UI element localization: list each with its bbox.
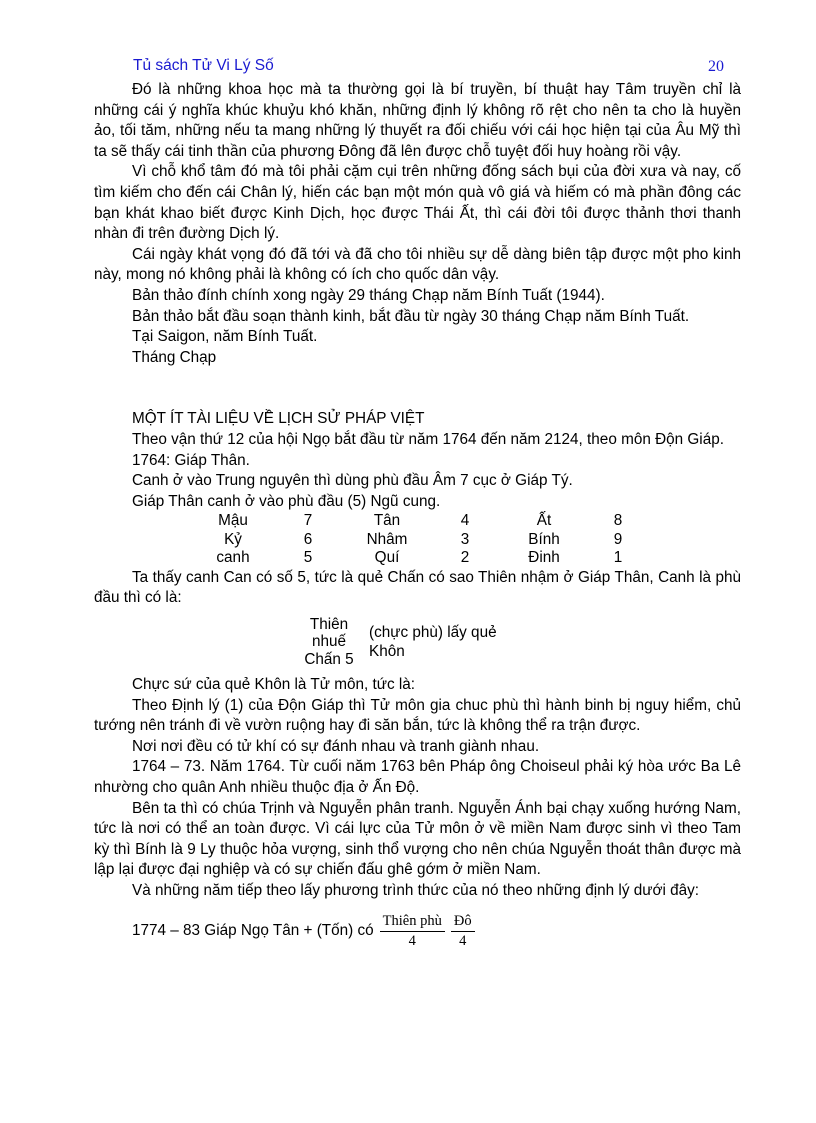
place-line: Tại Saigon, năm Bính Tuất. [132,328,318,346]
document-body [94,80,741,951]
table-cell: Kỷ [224,530,242,548]
paragraph: Giáp Thân canh ở vào phù đầu (5) Ngũ cung. [132,492,441,510]
formula-right [369,623,497,661]
paragraph: Ta thấy canh Can có số 5, tức là quẻ Chấn có sao Thiên nhậm ở Giáp Thân, Canh là phù đầu thì có là: [94,568,741,607]
formula-line: Khôn [369,642,405,660]
equation-line [94,912,741,951]
running-header-title: Tủ sách Tử Vi Lý Số [133,57,274,74]
equation-text: 1774 – 83 Giáp Ngọ Tân + (Tốn) có [132,921,374,939]
formula-line: Thiên [309,615,349,633]
paragraph: Đó là những khoa học mà ta thường gọi là bí truyền, bí thuật hay Tâm truyền chỉ là những cái ý nghĩa khúc khuỷu khó khăn, những định lý không rõ rệt cho nên ta cho là huyền ảo, tối tăm, những nếu ta mang những lý thuyết ra đối chiếu với cái học hiện tại của Âu Mỹ thì ta sẽ thấy cái tinh thần của phương Đông đã lên được chỗ tuyệt đối huy hoàng rồi vậy. [94,81,741,160]
table-cell: 3 [460,530,470,548]
table-cell: Mậu [218,512,248,530]
table-cell: 5 [303,549,313,567]
stem-number-table [189,512,643,568]
formula-line: (chực phù) lấy quẻ [369,623,497,641]
fraction-numerator: Thiên phù [380,912,445,932]
fraction-thien-phu [380,912,445,951]
paragraph: Nơi nơi đều có tử khí có sự đánh nhau và tranh giành nhau. [132,737,540,755]
fraction-denominator: 4 [408,932,416,949]
table-row [189,531,643,550]
paragraph: Bên ta thì có chúa Trịnh và Nguyễn phân tranh. Nguyễn Ánh bại chạy xuống hướng Nam, tức là nơi có thể an toàn được. Vì cái lực của Tử môn ở về miền Nam được sinh vì theo Tam kỳ thì Bính là 9 Ly thuộc hỏa vượng, sinh thổ vượng cho nên chúa Nguyễn thoát thân được mà lập lại được đại nghiệp và có sự chiến đấu ghê gớm ở miền Nam. [94,799,741,879]
table-cell: 7 [303,512,313,530]
formula-line: Chấn 5 [304,650,354,668]
paragraph: Bản thảo đính chính xong ngày 29 tháng Chạp năm Bính Tuất (1944). [132,286,605,304]
fraction-denominator: 4 [459,932,467,949]
table-cell: Tân [373,512,401,530]
table-cell: Ất [536,512,552,530]
table-cell: 8 [613,512,623,530]
paragraph: Chực sứ của quẻ Khôn là Tử môn, tức là: [132,675,416,693]
paragraph: Cái ngày khát vọng đó đã tới và đã cho tôi nhiều sự dễ dàng biên tập được một pho kinh này, mong nó không phải là không có ích cho quốc dân vậy. [94,245,741,284]
table-row [189,549,643,568]
table-cell: 6 [303,530,313,548]
table-row [189,512,643,531]
formula-left [295,616,363,669]
fraction-do [451,912,475,951]
table-cell: 2 [460,549,470,567]
paragraph: 1764: Giáp Thân. [132,451,250,469]
table-cell: 9 [613,530,623,548]
table-cell: 4 [460,512,470,530]
table-cell: canh [216,549,250,567]
paragraph: Và những năm tiếp theo lấy phương trình thức của nó theo những định lý dưới đây: [132,881,700,899]
fraction-numerator: Đô [451,912,475,932]
paragraph: Canh ở vào Trung nguyên thì dùng phù đầu Âm 7 cục ở Giáp Tý. [132,472,573,490]
table-cell: Nhâm [366,530,408,548]
paragraph: 1764 – 73. Năm 1764. Từ cuối năm 1763 bên Pháp ông Choiseul phải ký hòa ước Ba Lê nhường cho quân Anh nhiều thuộc địa ở Ấn Độ. [94,758,741,796]
page-number: 20 [708,58,724,75]
formula-block [295,609,741,675]
section-spacer [94,368,741,409]
table-cell: Đinh [528,549,560,567]
table-cell: Bính [528,530,560,548]
date-line: Tháng Chạp [132,348,217,366]
section-heading: MỘT ÍT TÀI LIỆU VỀ LỊCH SỬ PHÁP VIỆT [132,410,425,428]
table-cell: 1 [613,549,623,567]
paragraph: Theo vận thứ 12 của hội Ngọ bắt đầu từ năm 1764 đến năm 2124, theo môn Độn Giáp. [132,430,724,448]
table-cell: Quí [374,549,400,567]
formula-line: nhuế [311,633,347,651]
paragraph: Theo Định lý (1) của Độn Giáp thì Tử môn gia chuc phù thì hành binh bị nguy hiểm, chủ tướng nên tránh đi về vườn ruộng hay đi săn bắn, tức là không thể ra trận được. [94,696,741,735]
paragraph: Bản thảo bắt đầu soạn thành kinh, bắt đầu từ ngày 30 tháng Chạp năm Bính Tuất. [132,307,690,325]
paragraph: Vì chỗ khổ tâm đó mà tôi phải cặm cụi trên những đống sách bụi của đời xưa và nay, cố tìm kiếm cho đến cái Chân lý, hiến các bạn một món quà vô giá và hiếm có mà phần đông các bạn khát khao biết được Kinh Dịch, học được Thái Ất, thì cái đời tôi được thảnh thơi thanh nhàn đi trên đường Dịch lý. [94,163,741,243]
